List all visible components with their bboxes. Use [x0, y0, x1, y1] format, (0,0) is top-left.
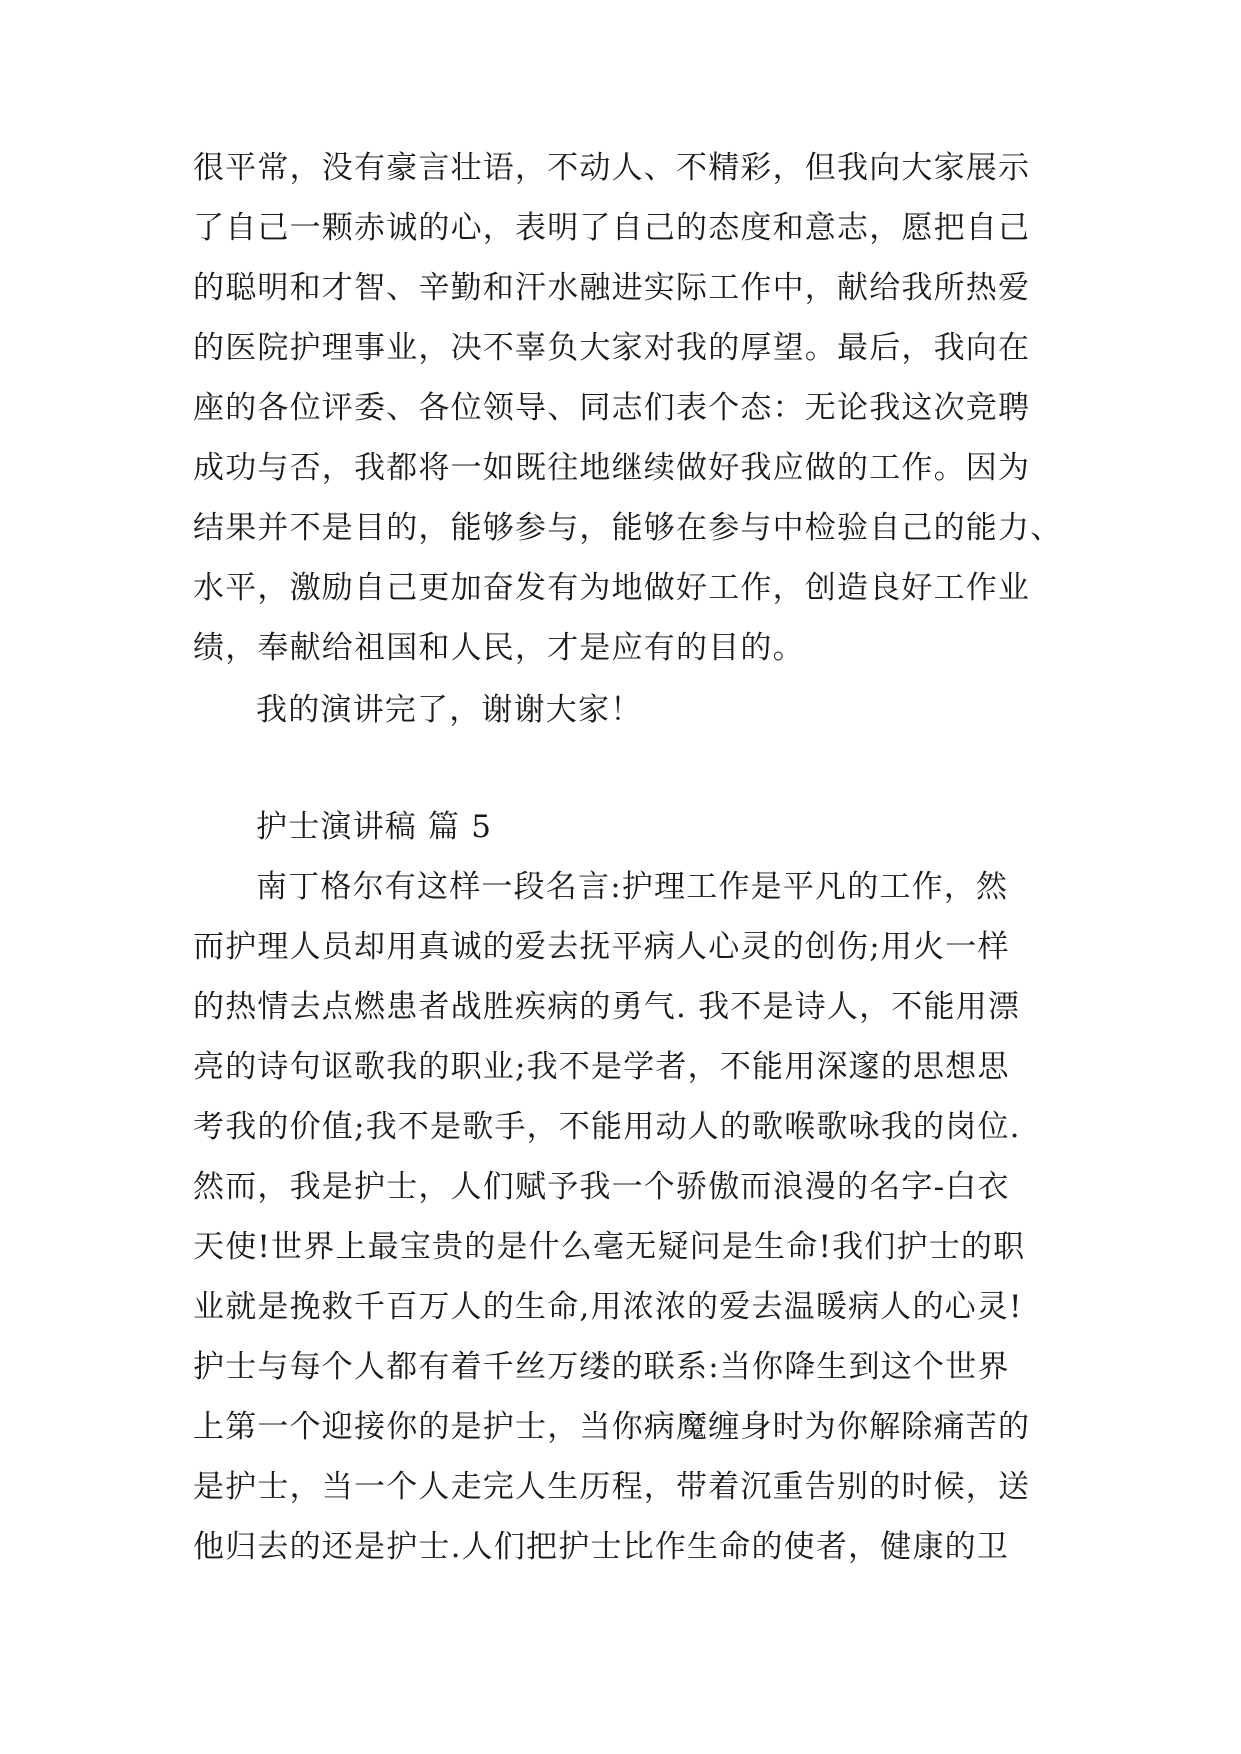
text-line: 他归去的还是护士.人们把护士比作生命的使者，健康的卫 [193, 1529, 1010, 1565]
text-line: 南丁格尔有这样一段名言:护理工作是平凡的工作，然 [256, 869, 1009, 905]
text-line: 很平常，没有豪言壮语，不动人、不精彩，但我向大家展示 [193, 150, 1031, 186]
text-line: 座的各位评委、各位领导、同志们表个态：无论我这次竞聘 [193, 390, 1031, 426]
text-line: 上第一个迎接你的是护士，当你病魔缠身时为你解除痛苦的 [193, 1409, 1031, 1445]
closing-line: 我的演讲完了，谢谢大家！ [256, 692, 643, 728]
text-line: 的聪明和才智、辛勤和汗水融进实际工作中，献给我所热爱 [193, 270, 1031, 306]
text-line: 成功与否，我都将一如既往地继续做好我应做的工作。因为 [193, 450, 1031, 486]
text-line: 结果并不是目的，能够参与，能够在参与中检验自己的能力、 [193, 510, 1063, 546]
text-line: 的热情去点燃患者战胜疾病的勇气. 我不是诗人，不能用漂 [193, 989, 1021, 1025]
text-line: 业就是挽救千百万人的生命,用浓浓的爱去温暖病人的心灵! [193, 1289, 1023, 1325]
text-line: 水平，激励自己更加奋发有为地做好工作，创造良好工作业 [193, 570, 1031, 606]
text-line: 了自己一颗赤诚的心，表明了自己的态度和意志，愿把自己 [193, 210, 1031, 246]
text-line: 是护士，当一个人走完人生历程，带着沉重告别的时候，送 [193, 1469, 1031, 1505]
text-line: 而护理人员却用真诚的爱去抚平病人心灵的创伤;用火一样 [193, 929, 1010, 965]
text-line: 天使!世界上最宝贵的是什么毫无疑问是生命!我们护士的职 [193, 1229, 1026, 1265]
text-line: 护士与每个人都有着千丝万缕的联系:当你降生到这个世界 [193, 1349, 1010, 1385]
text-line: 亮的诗句讴歌我的职业;我不是学者，不能用深邃的思想思 [193, 1049, 1010, 1085]
text-line: 然而，我是护士，人们赋予我一个骄傲而浪漫的名字-白衣 [193, 1169, 1010, 1205]
text-line: 绩，奉献给祖国和人民，才是应有的目的。 [193, 630, 805, 666]
text-line: 的医院护理事业，决不辜负大家对我的厚望。最后，我向在 [193, 330, 1031, 366]
text-line: 考我的价值;我不是歌手，不能用动人的歌喉歌咏我的岗位. [193, 1109, 1021, 1145]
section-heading: 护士演讲稿 篇 5 [256, 809, 493, 845]
